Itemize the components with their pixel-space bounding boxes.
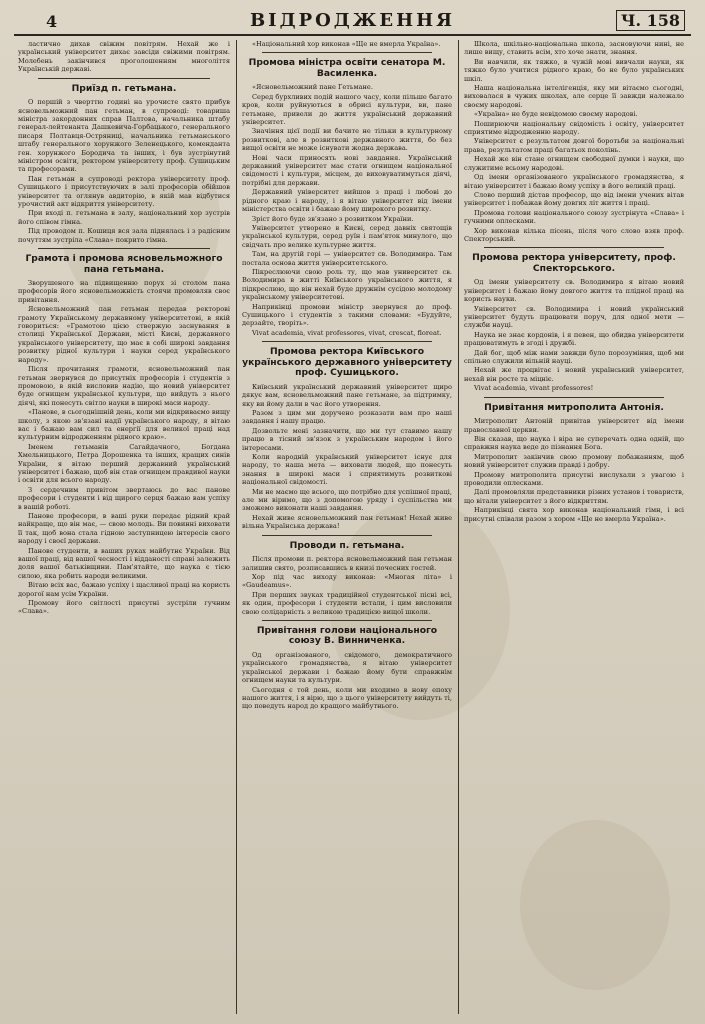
article-paragraph: Наука не знає кордонів, і я певен, що обидва університети працюватимуть в згоді і дружбі.	[464, 330, 684, 348]
article-paragraph: Нехай же процвітає і новий український університет, нехай він росте та міцніє.	[464, 366, 684, 383]
article-paragraph: Хор виконав кілька пісень, після чого слово взяв проф. Спекторський.	[464, 226, 684, 243]
article-paragraph: О першій з чверттю годині на урочисте свято прибув ясновельможний пан гетьман, в супроводі: товариша міністра закордонних справ Палтова, начальника штабу генерал-лейтенанта Дашкевича-Горбацького, генерального писаря Полтавця-Остряниці, начальника гетьманського штабу генерального хорунжого Зеленецького, коменданта ген. хорунжого Бородича та інших, і був зустрінутий міністром освіти, ректором університету проф. Сушицьким та професорами.	[18, 98, 230, 174]
article-paragraph: Університет утворено в Києві, серед давніх святощів української культури, серед руїн і пам'яток минулого, що свідчать про велике культурне життя.	[242, 223, 452, 249]
section-divider	[262, 535, 432, 536]
article-paragraph: Школа, шкільно-національна школа, засновуючи нині, не лише вищу, ставить всім, хто хоче знати, знання.	[464, 40, 684, 57]
article-paragraph: Разом з цим ми доручено розказати вам про наші завдання і нашу працю.	[242, 408, 452, 426]
article-paragraph: Од організованого, свідомого, демократичного українського громадянства, я вітаю університет української держави і бажаю йому бути справжнім огнищем науки та культури.	[242, 650, 452, 685]
article-paragraph: Університет св. Володимира і новий український університет будуть працювати поруч, для одної мети — служби науці.	[464, 304, 684, 330]
article-paragraph: Наприкінці промови міністр звернувся до проф. Сушицького і студентів з такими словами: «Будуйте, дерзайте, творіть».	[242, 302, 452, 328]
article-paragraph: При перших звуках традиційної студентської пісні всі, як один, професори і студенти встали, і цим висловили свою солідарність з великою традицією вищої школи.	[242, 590, 452, 616]
article-paragraph: Ясновельможний пан гетьман передав ректорові грамоту Українському державному університетові, в якій говориться: «Грамотою цією ствержую заснування в столиці Української Держави, місті Києві, державного українського університету, що має в собі широкі завдання розвитку рідної культури і науки серед українського народу».	[18, 305, 230, 364]
newspaper-title: ВІДРОДЖЕННЯ	[249, 10, 456, 31]
article-paragraph: Дай бог, щоб між нами завжди було порозуміння, щоб ми спільно служили вільній науці.	[464, 348, 684, 365]
column-divider	[458, 40, 459, 1014]
article-paragraph: Сьогодня є той день, коли ми входимо в нову епоху нашого життя, і я вірю, що з цього університету вийдуть ті, що поведуть народ до кращого майбутнього.	[242, 685, 452, 711]
article-paragraph: Коли народній український університет існує для народу, то наша мета — виховати людей, що понесуть знання в широкі маси і сприятимуть розвиткові національної свідомості.	[242, 452, 452, 487]
article-paragraph: Зріст його буде зв'язано з розвитком України.	[252, 214, 414, 223]
section-heading: Приїзд п. гетьмана.	[71, 82, 177, 94]
article-paragraph: Значіння цієї події ви бачите не тільки в культурному розвиткові, але в розвиткові державного життя, бо без вищої освіти не може існувати жодна держава.	[242, 127, 452, 153]
article-paragraph: «Національний хор виконав «Ще не вмерла Україна».	[252, 40, 441, 48]
section-heading: Привітання голови національного союзу В. Винниченка.	[256, 624, 438, 647]
article-paragraph: Вітаю всіх вас, бажаю успіху і щасливої праці на користь дорогої нам усім України.	[18, 581, 230, 598]
article-paragraph: Дозвольте мені зазначити, що ми тут ставимо нашу працю в тісний зв'язок з українським народом і його інтересами.	[242, 426, 452, 452]
article-paragraph: Зворушеного на підвищенню порух зі столом пана професорів його ясновельможність стоячи промовляв своє привітання.	[18, 279, 230, 304]
article-paragraph: Наша національна інтелігенція, яку ми вітаємо сьогодні, виховалася в чужих школах, але серце її завжди належало своєму народові.	[464, 84, 684, 109]
section-heading: Грамота і промова ясновельможного пана гетьмана.	[25, 253, 223, 275]
article-paragraph: Нехай живе ясновельможний пан гетьман! Нехай живе вільна Українська держава!	[242, 513, 452, 531]
article-paragraph: Промова голови національного союзу зустрінута «Слава» і гучними оплесками.	[464, 208, 684, 226]
column-1	[18, 40, 230, 1016]
article-paragraph: Промову його світлості присутні зустріли гучним «Слава».	[18, 599, 230, 616]
column-2	[242, 40, 452, 1016]
article-paragraph: Державний університет вийшов з праці і любові до рідного краю і народу, і я вітаю університет від імени міністерства освіти і бажаю йому широкого розвитку.	[242, 188, 452, 214]
section-heading: Промова ректора університету, проф. Спекторського.	[472, 252, 676, 274]
article-paragraph: Під проводом п. Кошиця вся зала піднялась і з радісним почуттям зустріла «Слава» покрито гімна.	[18, 227, 230, 244]
article-paragraph: Пікреслюючи свою роль ту, що мав университет св. Володимира в житті Київського українського життя, я підкреслюю, що він нехай буде дружнім сусідою молодому українському університетові.	[242, 267, 452, 302]
article-paragraph: Нехай же він стане огнищем свободної думки і науки, що служитиме всьому народові.	[464, 155, 684, 172]
article-paragraph: Після прочитання грамоти, ясновельможний пан гетьман звернувся до присутніх професорів і студентів з промовою, в якій висловив надію, що новий університет буде огнищем української культури, що вийдуть з нього діячі, які понесуть світло науки в широкі маси народу.	[18, 365, 230, 407]
section-divider	[262, 620, 432, 621]
article-paragraph: ластично дихав свіжим повітрям. Нехай же і український університет дихає завсіди свіжими повітрям. Молебень закінчився проголошенням многоліття Українській державі.	[18, 40, 230, 74]
article-paragraph: Іменем гетьманів Сагайдачного, Богдана Хмельницького, Петра Дорошенка та інших, кращих синів України, я вітаю перший державний український університет і бажаю, щоб він став огнищем правдивої науки і освіти для всього народу.	[18, 442, 230, 485]
article-paragraph: Митрополит Антоній привітав університет від імени православної церкви.	[464, 417, 684, 434]
article-paragraph: Хор під час виходу виконав: «Многая літа» і «Gaudeamus».	[242, 572, 452, 590]
article-paragraph: Панове студенти, в ваших руках майбутнє України. Від вашої праці, від вашої чесності і відданості справі залежить доля вашої батьківщини. Пам'ятайте, що наука є тією силою, яка робить народи великими.	[18, 546, 230, 580]
article-paragraph: З сердечним привітом звертаюсь до вас панове професори і студенти і від щирого серця бажаю вам успіху в вашій роботі.	[18, 485, 230, 511]
article-paragraph: Університет є результатом довгої боротьби за національні права, результатом праці багатьох поколінь.	[464, 137, 684, 154]
section-heading: Проводи п. гетьмана.	[289, 539, 405, 551]
article-paragraph: «Панове, в сьогоднішній день, коли ми відкриваємо вищу школу, з якою зв'язані надії українського народу, я вітаю вас і бажаю вам сил та енергії для великої праці над культурним відродженням рідного краю».	[18, 408, 230, 442]
article-paragraph: Нові часи приносять нові завдання. Український державний університет має стати огнищем національної свідомості і культури, місцем, де виховуватимуться діячі, потрібні для держави.	[242, 153, 452, 187]
article-paragraph: Пан гетьман в супроводі ректора університету проф. Сушицького і присутствуючих в залі професорів обійшов університет та оглянув авдиторію, в якій мав відбутися урочистий акт відкриття університету.	[18, 174, 230, 208]
article-paragraph: Після промови п. ректора ясновельможний пан гетьман залишив свято, розписавшись в книзі почесних гостей.	[242, 555, 452, 572]
article-paragraph: Київський український державний університет щиро дякує вам, ясновельможний пане гетьмане, за підтримку, яку ви йому дали в час його утворення.	[242, 382, 452, 408]
section-heading: Привітання митрополита Антонія.	[484, 401, 664, 413]
article-paragraph: Далі промовляли представники різних установ і товариств, що вітали університет з його відкриттям.	[464, 488, 684, 505]
section-heading: Промова міністра освіти сенатора М. Василенка.	[248, 57, 446, 79]
article-paragraph: Серед бурхливих подій нашого часу, коли пільше багато кров, коли руйнуються в обрисі культури, ви, пане гетьмане, привели до життя український державний університет.	[242, 92, 452, 127]
article-paragraph: При вході п. гетьмана в залу, національний хор зустрів його співом гімна.	[18, 209, 230, 226]
article-paragraph: Митрополит закінчив свою промову побажанням, щоб новий університет служив правді і добру.	[464, 452, 684, 470]
column-3	[464, 40, 684, 1016]
article-paragraph: «Україна» не буде невідомою своєму народові.	[474, 110, 638, 119]
page-number: 4	[46, 12, 58, 31]
section-divider	[484, 397, 664, 398]
section-divider	[262, 52, 432, 53]
article-paragraph: Наприкінці свята хор виконав національний гімн, і всі присутні співали разом з хором «Ще не вмерла Україна».	[464, 506, 684, 523]
article-paragraph: Vivat academia, vivat professores, vivat, crescat, floreat.	[252, 328, 442, 337]
article-paragraph: Vivat academia, vivant professores!	[474, 384, 594, 393]
article-paragraph: Панове професори, в ваші руки передає рідний край найкраще, що він має, — свою молодь. Ви повинні виховати її так, щоб вона стала гідною заступницею інтересів свого народу і своєї держави.	[18, 512, 230, 546]
section-divider	[484, 247, 664, 248]
page-header	[14, 8, 691, 36]
article-paragraph: Там, на другій горі — університет св. Володимира. Там постала основа життя університетського.	[242, 250, 452, 267]
article-paragraph: Поширюючи національну свідомість і освіту, університет сприятиме відродженню народу.	[464, 119, 684, 137]
column-divider	[236, 40, 237, 1014]
article-paragraph: Од імени університету св. Володимира я вітаю новий університет і бажаю йому довгого життя та плідної праці на користь науки.	[464, 278, 684, 304]
article-paragraph: Ми не маємо ще всього, що потрібно для успішної праці, але ми віримо, що з допомогою уряду і суспільства ми зможемо виконати наші завдання.	[242, 487, 452, 513]
article-paragraph: Він сказав, що наука і віра не суперечать одна одній, що справжня наука веде до пізнання Бога.	[464, 434, 684, 452]
section-divider	[38, 78, 210, 79]
issue-number: Ч. 158	[616, 10, 685, 31]
section-divider	[38, 248, 210, 249]
article-paragraph: Од імени організованого українського громадянства, я вітаю університет і бажаю йому успіху в його великій праці.	[464, 173, 684, 190]
section-heading: Промова ректора Київського українського державного університету проф. Сушицького.	[242, 346, 452, 379]
article-paragraph: «Ясновельможний пане Гетьмане.	[252, 83, 373, 92]
article-paragraph: Промову митрополита присутні вислухали з увагою і проводили оплесками.	[464, 470, 684, 487]
article-paragraph: Слово перший дістав професор, що від імени учених вітав університет і побажав йому довгих літ життя і праці.	[464, 190, 684, 208]
section-divider	[262, 341, 432, 342]
article-paragraph: Ви навчили, як тяжко, в чужій мові вивчали науки, як тяжко було учитися рідного краю, бо не було українських шкіл.	[464, 57, 684, 83]
